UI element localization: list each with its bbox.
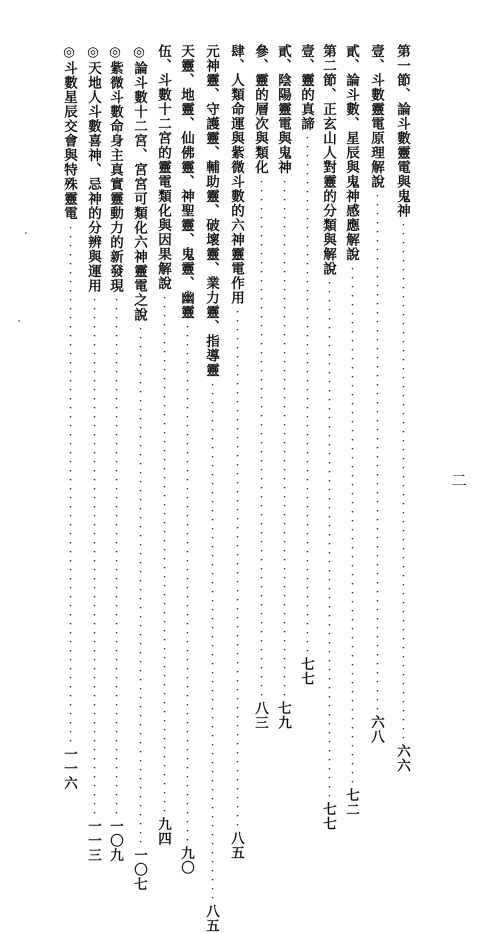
toc-entry-page: 九〇 [178,845,194,875]
dot-leader: ・・・・・・・・・・・・・・・・・・・・・・・・・・・・・・・・・・・・・・・・・・・・・・・・・・・・・・・・・・ [255,176,265,699]
dot-leader: ・・・・・・・・・・・・・・・・・・・・・・・・・・・・・・・・・・・・・・・・・・・・・・・・・・・・・・・・・・ [231,307,241,829]
toc-entry-title: 天靈、地靈、仙佛靈、神聖靈、鬼靈、幽靈 [178,44,194,320]
toc-entry-page: 一〇九 [107,819,123,863]
toc-entry [273,44,293,730]
dot-leader: ・・・・・・・・・・・・・・・・・・・・・・・・・・・・・・・・・・・・・・・・・・・・・・・・・・・・・・・・・・ [64,222,74,745]
toc-entry-title: ◎天地人斗數喜神、忌神的分辨與運用 [85,44,101,293]
toc-entry [129,44,149,892]
toc-entry-title: 貳、陰陽靈電與鬼神 [275,44,291,175]
toc-entry-title: 元神靈、守護靈、輔助靈、破壞靈、業力靈、指導靈 [203,44,219,378]
toc-entry-page: 九四 [155,816,171,846]
dot-leader: ・・・・・・・・・・・・・・・・・・・・・・・・・・・・・・・・・・・・・・・・・・・・・・・・・・・・・・・・・・ [397,220,407,742]
toc-entry-page: 七二 [343,787,359,817]
toc-entry-page: 一一三 [85,819,101,863]
toc-entry [59,44,79,790]
toc-entry [366,44,386,744]
toc-entry [318,44,338,831]
toc-entry-page: 六六 [394,744,410,773]
scan-speck [25,232,27,234]
toc-entry [176,44,196,875]
toc-entry-page: 六八 [368,715,384,744]
toc-entry [392,44,412,773]
toc-entry-page: 八三 [252,700,268,730]
dot-leader: ・・・・・・・・・・・・・・・・・・・・・・・・・・・・・・・・・・・・・・・・・・・・・・・・・・・・・・・・・・ [371,191,381,713]
toc-entry [83,44,103,863]
toc-entry [153,44,173,846]
toc-entry-title: 參、靈的層次與類化 [252,44,268,175]
toc-entry-page: 七九 [275,700,291,730]
dot-leader: ・・・・・・・・・・・・・・・・・・・・・・・・・・・・・・・・・・・・・・・・・・・・・・・・・・・・・・・・・・ [110,295,120,817]
toc-entry [341,44,361,817]
toc-entry [296,44,316,686]
dot-leader: ・・・・・・・・・・・・・・・・・・・・・・・・・・・・・・・・・・・・・・・・・・・・・・・・・・・・・・・・・・ [181,321,191,844]
dot-leader: ・・・・・・・・・・・・・・・・・・・・・・・・・・・・・・・・・・・・・・・・・・・・・・・・・・・・・・・・・・ [134,324,144,846]
toc-entry-title: 第一節、論斗數靈電與鬼神 [394,44,410,218]
toc-entry-page: 一一六 [61,746,77,790]
toc-entry [250,44,270,730]
toc-entry-page: 七七 [320,802,336,831]
toc-entry [105,44,125,863]
toc-entry-title: 肆、人類命運與紫微斗數的六神靈電作用 [228,44,244,305]
toc-entry-title: ◎論斗數十二宮、宮宮可類化六神靈電之說 [131,44,147,322]
page-number: 二 [451,471,468,490]
toc-entry-page: 七七 [298,657,314,686]
toc-entry-title: 第二節、正玄山人對靈的分類與解說 [320,44,336,276]
dot-leader: ・・・・・・・・・・・・・・・・・・・・・・・・・・・・・・・・・・・・・・・・・・・・・・・・・・・・・・・・・・ [346,263,356,786]
toc-entry-title: 壹、靈的真諦 [298,44,314,131]
dot-leader: ・・・・・・・・・・・・・・・・・・・・・・・・・・・・・・・・・・・・・・・・・・・・・・・・・・・・・・・・・・ [158,292,168,815]
toc-entry-page: 八五 [203,903,219,933]
toc-entry-title: 伍、斗數十二宮的靈電類化與因果解說 [155,44,171,291]
dot-leader: ・・・・・・・・・・・・・・・・・・・・・・・・・・・・・・・・・・・・・・・・・・・・・・・・・・・・・・・・・・ [206,379,216,902]
dot-leader: ・・・・・・・・・・・・・・・・・・・・・・・・・・・・・・・・・・・・・・・・・・・・・・・・・・・・・・・・・・ [278,176,288,699]
toc-entry-page: 八五 [228,831,244,860]
scan-speck [18,320,20,322]
toc-entry-title: 壹、斗數靈電原理解說 [368,44,384,189]
toc-entry-page: 一〇七 [131,848,147,892]
toc-entry [201,44,221,933]
dot-leader: ・・・・・・・・・・・・・・・・・・・・・・・・・・・・・・・・・・・・・・・・・・・・・・・・・・・・・・・・・・ [88,295,98,817]
toc-entry-title: 貳、論斗數、星辰與鬼神感應解說 [343,44,359,262]
dot-leader: ・・・・・・・・・・・・・・・・・・・・・・・・・・・・・・・・・・・・・・・・・・・・・・・・・・・・・・・・・・ [323,278,333,800]
toc-entry-title: ◎紫微斗數命身主真實靈動力的新發現 [107,44,123,293]
toc-entry [226,44,246,860]
dot-leader: ・・・・・・・・・・・・・・・・・・・・・・・・・・・・・・・・・・・・・・・・・・・・・・・・・・・・・・・・・・ [301,133,311,655]
toc-entry-title: ◎斗數星辰交會與特殊靈電 [61,44,77,221]
